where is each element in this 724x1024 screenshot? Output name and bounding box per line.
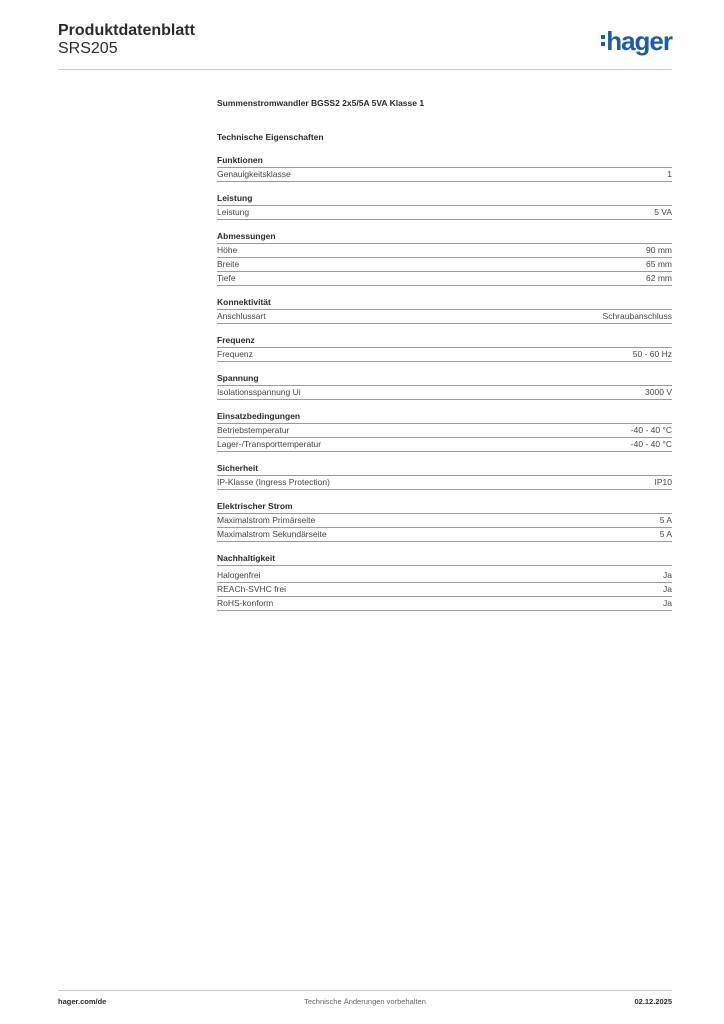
datasheet-content [217,96,672,611]
property-label: Lager-/Transporttemperatur [217,439,322,449]
group-title: Abmessungen [217,230,672,244]
property-value: IP10 [654,477,672,487]
group-title: Konnektivität [217,296,672,310]
property-value: 50 - 60 Hz [632,349,672,359]
group-leistung [217,192,672,220]
group-title: Funktionen [217,154,672,168]
group-title: Einsatzbedingungen [217,410,672,424]
hager-logo [601,26,672,57]
property-value: 3000 V [645,387,672,397]
document-title: Produktdatenblatt [58,22,195,39]
logo-text: hager [606,26,672,56]
property-label: Tiefe [217,273,236,283]
section-title: Technische Eigenschaften [217,132,324,142]
property-row [217,206,672,220]
property-label: Betriebstemperatur [217,425,290,435]
property-value: 1 [667,169,672,179]
group-frequenz [217,334,672,362]
property-row [217,424,672,438]
group-konnektivitaet [217,296,672,324]
product-name: Summenstromwandler BGSS2 2x5/5A 5VA Klasse 1 [217,98,425,108]
property-label: Isolationsspannung Ui [217,387,301,397]
property-row [217,528,672,542]
group-title: Nachhaltigkeit [217,552,672,566]
property-label: IP-Klasse (Ingress Protection) [217,477,330,487]
footer-note: Technische Änderungen vorbehalten [304,997,426,1006]
property-label: REACh-SVHC frei [217,584,286,594]
property-row [217,438,672,452]
property-label: Genauigkeitsklasse [217,169,291,179]
property-row [217,258,672,272]
property-row [217,386,672,400]
property-value: Schraubanschluss [602,311,672,321]
header-divider [58,69,672,70]
footer-divider [58,990,672,991]
property-value: 62 mm [646,273,672,283]
property-value: 65 mm [646,259,672,269]
group-title: Elektrischer Strom [217,500,672,514]
group-elektrischer-strom [217,500,672,542]
property-value: Ja [663,570,672,580]
group-abmessungen [217,230,672,286]
property-label: Anschlussart [217,311,266,321]
page-header [58,20,672,68]
property-row [217,310,672,324]
property-row [217,569,672,583]
group-title: Spannung [217,372,672,386]
product-code: SRS205 [58,40,118,57]
property-value: -40 - 40 °C [630,439,672,449]
group-sicherheit [217,462,672,490]
property-row [217,597,672,611]
group-einsatzbedingungen [217,410,672,452]
property-value: 5 A [659,515,672,525]
property-label: Frequenz [217,349,253,359]
property-label: Leistung [217,207,250,217]
property-row [217,168,672,182]
group-title: Leistung [217,192,672,206]
property-value: 5 VA [654,207,672,217]
property-label: Höhe [217,245,238,255]
group-funktionen [217,154,672,182]
property-row [217,476,672,490]
property-label: Maximalstrom Primärseite [217,515,316,525]
footer-date: 02.12.2025 [634,997,672,1006]
property-row [217,514,672,528]
property-row [217,272,672,286]
property-value: 5 A [659,529,672,539]
property-value: Ja [663,584,672,594]
property-label: RoHS-konform [217,598,274,608]
property-row [217,583,672,597]
property-value: Ja [663,598,672,608]
property-label: Maximalstrom Sekundärseite [217,529,327,539]
property-value: -40 - 40 °C [630,425,672,435]
website-link[interactable]: hager.com/de [58,997,107,1006]
property-label: Halogenfrei [217,570,261,580]
group-nachhaltigkeit [217,552,672,611]
group-spannung [217,372,672,400]
property-label: Breite [217,259,240,269]
property-value: 90 mm [646,245,672,255]
logo-dots-icon [601,32,605,49]
property-row [217,244,672,258]
property-row [217,348,672,362]
group-title: Sicherheit [217,462,672,476]
group-title: Frequenz [217,334,672,348]
